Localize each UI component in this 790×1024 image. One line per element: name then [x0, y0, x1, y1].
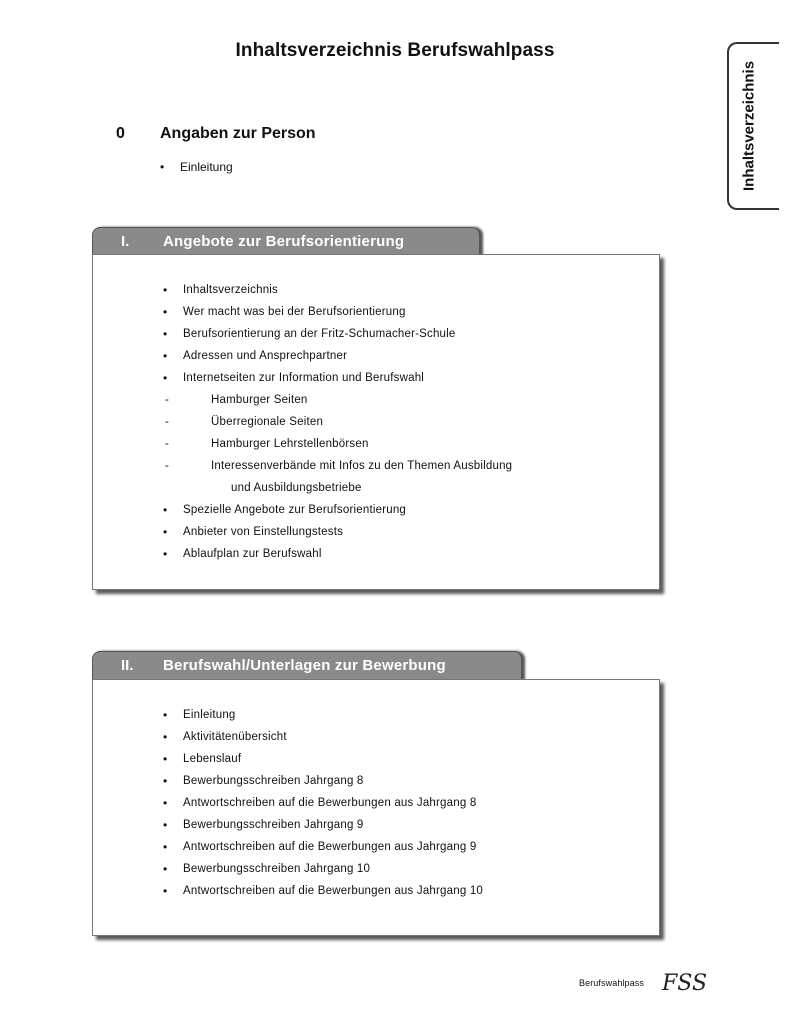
footer-label: Berufswahlpass [579, 978, 644, 988]
logo-text: FSS [662, 971, 708, 996]
list-item [163, 433, 512, 455]
bullet-icon: • [163, 708, 168, 722]
list-item-text: Überregionale Seiten [211, 416, 324, 428]
list-item [163, 279, 512, 301]
list-item-text: Berufsorientierung an der Fritz-Schumacher-Schule [183, 328, 456, 340]
list-item [163, 477, 512, 499]
section-1-box [92, 254, 660, 590]
bullet-icon: • [160, 160, 165, 174]
list-item [163, 411, 512, 433]
list-item-text: Einleitung [180, 160, 233, 174]
bullet-icon: • [163, 796, 168, 810]
bullet-icon: • [163, 503, 168, 517]
school-logo [660, 968, 708, 996]
bullet-icon: • [163, 818, 168, 832]
section-1-title: Angebote zur Berufsorientierung [163, 233, 405, 250]
side-tab-label: Inhaltsverzeichnis [740, 60, 758, 192]
list-item [163, 367, 512, 389]
list-item [163, 323, 512, 345]
section-1-tab [92, 227, 480, 256]
bullet-icon: • [163, 862, 168, 876]
list-item-text: Wer macht was bei der Berufsorientierung [183, 306, 406, 318]
list-item [163, 301, 512, 323]
section-2-list [163, 704, 483, 902]
list-item-text: Bewerbungsschreiben Jahrgang 9 [183, 819, 364, 831]
list-item [163, 704, 483, 726]
list-item [163, 499, 512, 521]
list-item [163, 858, 483, 880]
section-0-number: 0 [116, 125, 125, 142]
list-item [163, 726, 483, 748]
bullet-icon: • [163, 774, 168, 788]
section-2-box [92, 679, 660, 936]
list-item-text: Bewerbungsschreiben Jahrgang 8 [183, 775, 364, 787]
list-item-text: Hamburger Lehrstellenbörsen [211, 438, 369, 450]
section-2-tab [92, 651, 522, 680]
list-item-text: Bewerbungsschreiben Jahrgang 10 [183, 863, 371, 875]
bullet-icon: • [163, 884, 168, 898]
bullet-icon: • [163, 547, 168, 561]
list-item [163, 345, 512, 367]
dash-marker: - [165, 416, 170, 428]
bullet-icon: • [163, 305, 168, 319]
page-title: Inhaltsverzeichnis Berufswahlpass [235, 40, 555, 61]
list-item [163, 389, 512, 411]
list-item-text: Antwortschreiben auf die Bewerbungen aus Jahrgang 10 [183, 885, 484, 897]
list-item [163, 880, 483, 902]
list-item-text: Internetseiten zur Information und Berufswahl [183, 372, 425, 384]
list-item-text: Anbieter von Einstellungstests [183, 526, 344, 538]
dash-marker: - [165, 460, 170, 472]
bullet-icon: • [163, 349, 168, 363]
list-item-text: Interessenverbände mit Infos zu den Themen Ausbildung [211, 460, 513, 472]
list-item [163, 748, 483, 770]
list-item [163, 521, 512, 543]
list-item-text: und Ausbildungsbetriebe [231, 482, 362, 494]
list-item-text: Spezielle Angebote zur Berufsorientierung [183, 504, 407, 516]
list-item [163, 836, 483, 858]
list-item-text: Aktivitätenübersicht [183, 731, 287, 743]
dash-marker: - [165, 438, 170, 450]
section-2-number: II. [121, 657, 134, 674]
list-item-text: Ablaufplan zur Berufswahl [183, 548, 322, 560]
section-1-list [163, 279, 512, 565]
bullet-icon: • [163, 840, 168, 854]
section-0-list [160, 158, 233, 176]
list-item-text: Adressen und Ansprechpartner [183, 350, 348, 362]
list-item [160, 158, 233, 176]
list-item-text: Einleitung [183, 709, 236, 721]
list-item [163, 770, 483, 792]
list-item-text: Lebenslauf [183, 753, 242, 765]
bullet-icon: • [163, 327, 168, 341]
list-item [163, 814, 483, 836]
side-tab [727, 42, 779, 210]
list-item [163, 455, 512, 477]
list-item-text: Hamburger Seiten [211, 394, 308, 406]
list-item-text: Inhaltsverzeichnis [183, 284, 279, 296]
section-1-number: I. [121, 233, 130, 250]
section-2-title: Berufswahl/Unterlagen zur Bewerbung [163, 657, 446, 674]
bullet-icon: • [163, 525, 168, 539]
bullet-icon: • [163, 283, 168, 297]
list-item [163, 543, 512, 565]
bullet-icon: • [163, 371, 168, 385]
list-item-text: Antwortschreiben auf die Bewerbungen aus Jahrgang 8 [183, 797, 477, 809]
section-0-title: Angaben zur Person [160, 125, 316, 142]
bullet-icon: • [163, 730, 168, 744]
dash-marker: - [165, 394, 170, 406]
list-item-text: Antwortschreiben auf die Bewerbungen aus Jahrgang 9 [183, 841, 477, 853]
list-item [163, 792, 483, 814]
bullet-icon: • [163, 752, 168, 766]
